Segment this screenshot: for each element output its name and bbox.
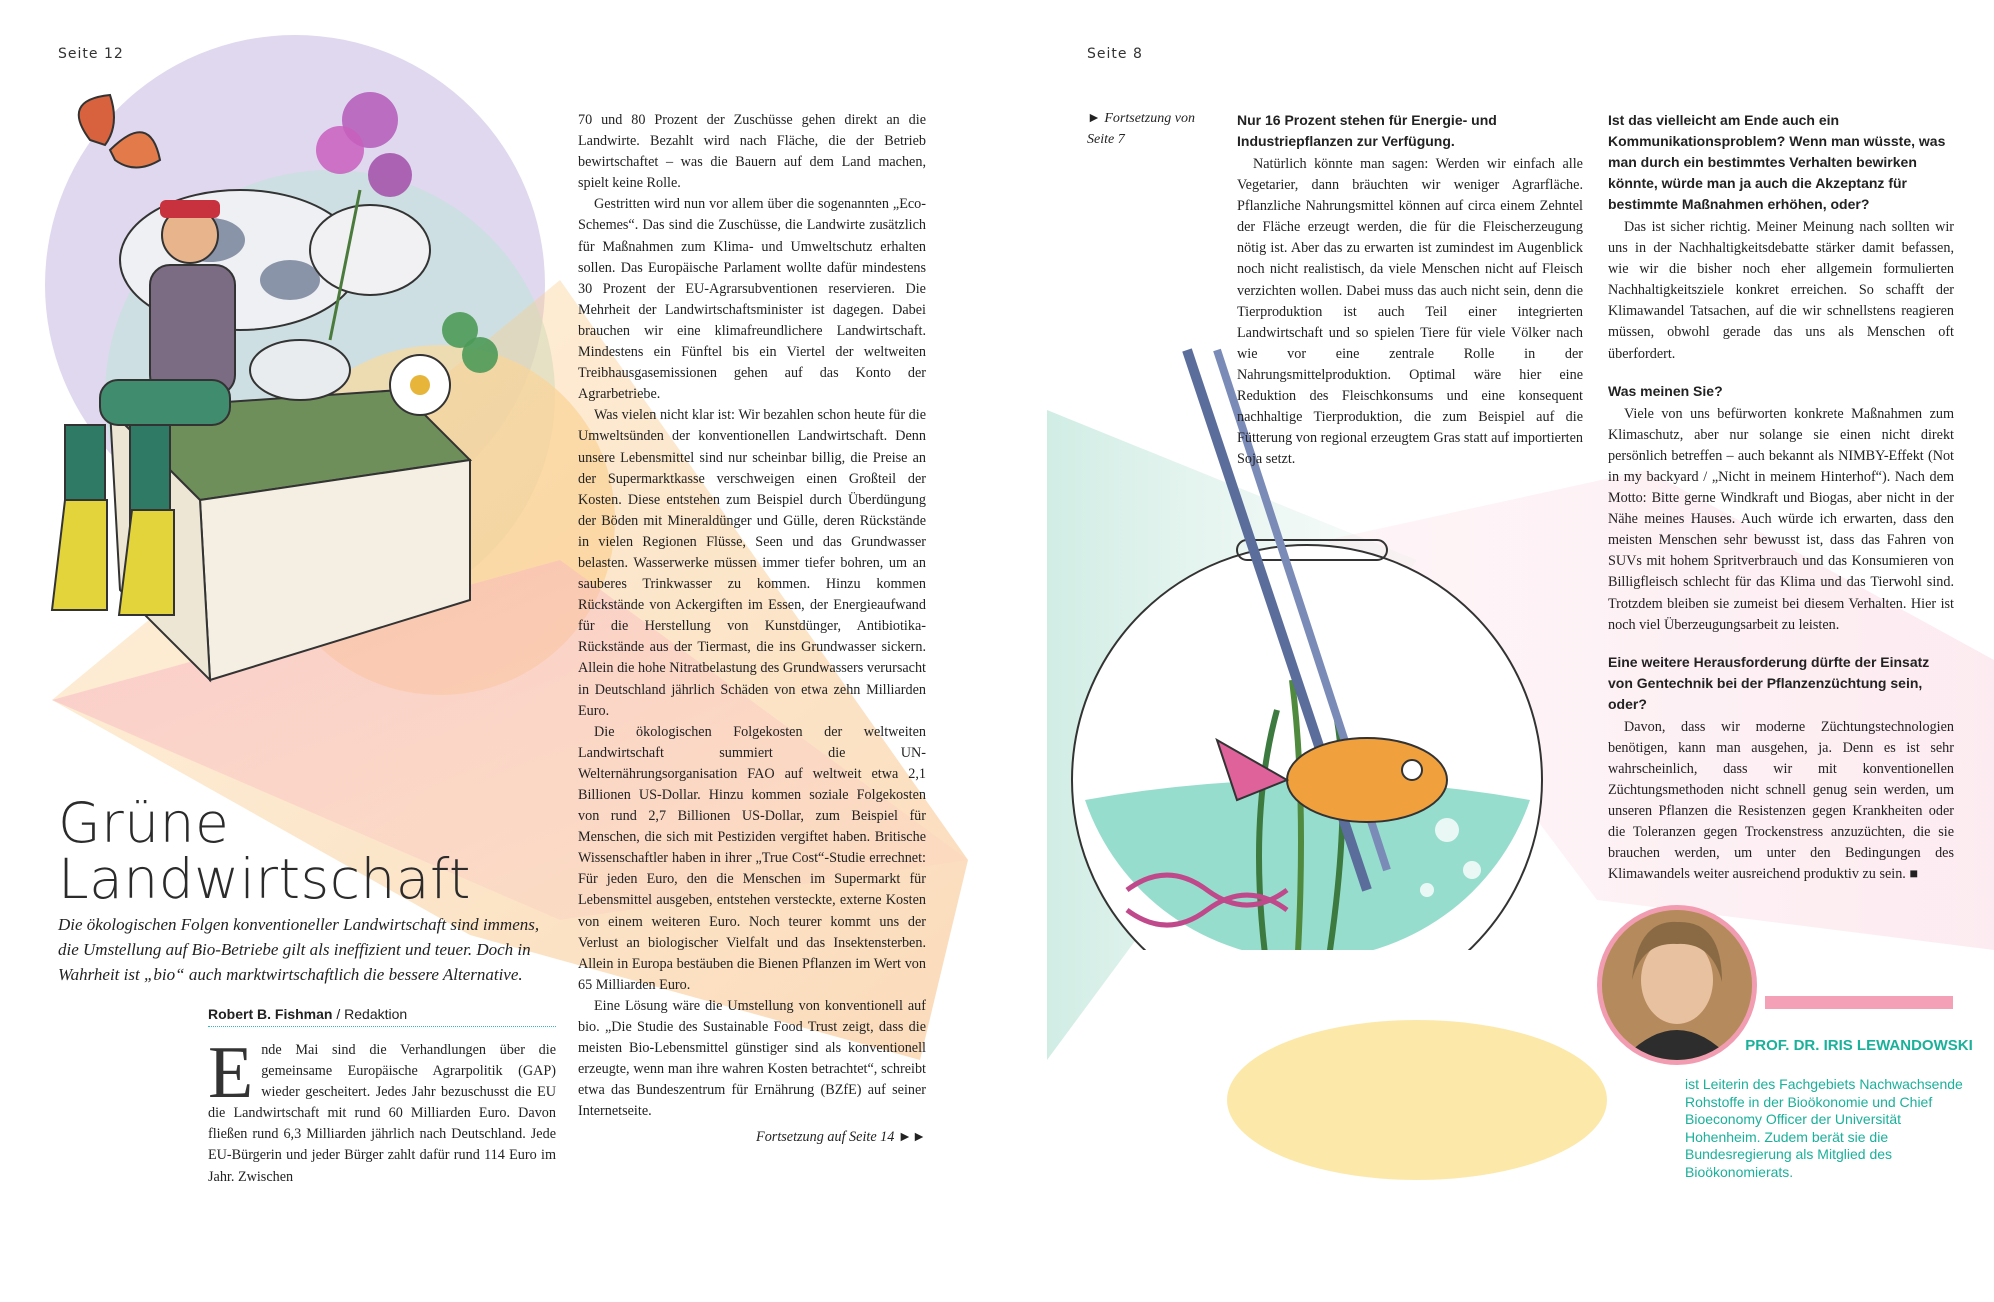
page-number: Seite 8 (1087, 46, 1143, 62)
right-column-2 (1608, 110, 1954, 885)
farm-illustration (40, 80, 540, 700)
lead-paragraph: Die ökologischen Folgen konventioneller Landwirtschaft sind immens, die Umstellung auf Bio-Betriebe gilt als ineffizient und teuer. Doch in Wahrheit ist „bio“ auch marktwirtschaftlich die bessere Alternative. (58, 915, 540, 984)
portrait-photo (1597, 905, 1757, 1065)
title-line-2: Landwirtschaft (58, 847, 471, 911)
paragraph: Was vielen nicht klar ist: Wir bezahlen schon heute für die Umweltsünden der konventionellen Landwirtschaft. Denn unsere Lebensmittel sind nur scheinbar billig, die Preise an der Supermarktkasse verschweigen einen Großteil der Kosten. Diese entstehen zum Beispiel durch Überdüngung der Böden mit Mineraldünger und Gülle, deren Rückstände in vielen Regionen Flüsse, Seen und das Grundwasser belasten. Wasserwerke müssen immer tiefer bohren, um an sauberes Trinkwasser zu kommen. Hinzu kommen Rückstände von Ackergiften im Essen, der Energieaufwand für die Herstellung von Kunstdünger, Antibiotika-Rückstände aus der Tiermast, die ins Grundwasser sickern. Allein die hohe Nitratbelastung des Grundwassers verursacht in Deutschland jährlich Schäden von etwa zehn Milliarden Euro. (578, 407, 926, 719)
author-name: Robert B. Fishman (208, 1006, 333, 1022)
right-page (997, 0, 1994, 1302)
interview-answer: Das ist sicher richtig. Meiner Meinung nach sollten wir uns in der Nachhaltigkeitsdebatte stärker damit befassen, wie wir die bisher noch eher allgemein formulierten Nachhaltigkeitsziele konkret erreichen. So schafft der Klimawandel Tatsachen, auf die wir schnellstens reagieren müssen, obwohl gerade das uns als Menschen oft überfordert. (1608, 219, 1954, 362)
paragraph: Natürlich könnte man sagen: Werden wir einfach alle Vegetarier, dann bräuchten wir weniger Agrarfläche. Pflanzliche Nahrungsmittel können auf circa einem Zehntel der Fläche erzeugt werden, die für die Fleischerzeugung nötig ist. Aber das zu erwarten ist zumindest im Augenblick noch nicht realistisch, da viele Menschen nicht auf Fleisch verzichten wollen. Dabei muss das auch nicht sein, denn die Tierproduktion ist auch Teil einer integrierten Landwirtschaft und so spielen Tiere für viele Völker nach wie vor eine zentrale Rolle in der Nahrungsmittelproduktion. Optimal wäre hier eine Reduktion des Fleischkonsums und eine konsequent nachhaltige Tierproduktion, die zum Beispiel auf die Fütterung von regional erzeugtem Gras statt auf importierten Soja setzt. (1237, 156, 1583, 468)
bio-text: ist Leiterin des Fachgebiets Nachwachsende Rohstoffe in der Bioökonomie und Chief Bioeconomy Officer der Universität Hohenheim. Zudem berät sie die Bundesregierung als Mitglied des Bioökonomierats. (1685, 1076, 1963, 1180)
left-column-1 (208, 1032, 556, 1188)
byline (208, 1006, 556, 1027)
paragraph: Gestritten wird nun vor allem über die sogenannten „Eco-Schemes“. Das sind die Zuschüsse, die Landwirte zusätzlich für Maßnahmen zum Klima- und Umweltschutz erhalten sollen. Das Europäische Parlament wollte dafür mindestens 30 Prozent der EU-Agrarsubventionen reservieren. Die Mehrheit der Landwirtschaftsminister ist dagegen. Dabei brauchen wir eine klimafreundlichere Landwirtschaft. Mindestens ein Fünftel bis ein Viertel der weltweiten Treibhausgasemissionen gehen auf das Konto der Agrarbetriebe. (578, 196, 926, 403)
interview-question: Was meinen Sie? (1608, 382, 1723, 399)
interview-answer: Viele von uns befürworten konkrete Maßnahmen zum Klimaschutz, aber nur solange sie einen nicht direkt persönlich betreffen – auch bekannt als NIMBY-Effekt (Not in my backyard / „Nicht in meinem Hinterhof“). Nach dem Motto: Bitte gerne Windkraft und Biogas, aber nicht in der Nähe meines Hauses. Auch würde ich erwarten, dass den meisten Menschen sehr bewusst ist, dass das Fahren von SUVs mit hohem Spritverbrauch und das Konsumieren von Billigfleisch schlecht für das Klima und das Tierwohl sind. Trotzdem bleiben sie zumeist bei diesem Verhalten. Hier ist noch viel Überzeugungsarbeit zu leisten. (1608, 405, 1954, 633)
bio-name: PROF. DR. IRIS LEWANDOWSKI (1745, 1037, 1973, 1054)
person-icon (1602, 910, 1752, 1060)
continued-from-note[interactable]: ► Fortsetzung von Seite 7 (1087, 111, 1195, 147)
interview-answer: Davon, dass wir moderne Züchtungstechnologien benötigen, kann man ausgehen, ja. Denn es ist sehr wahrscheinlich, dass wir mit konventionellen Züchtungsmethoden nicht schnell genug sein werden, um unseren Pflanzen die Resistenzen gegen Krankheiten oder die Toleranzen gegen Trockenstress anzuzüchten, die sie brauchen werden, um unter den Bedingungen des Klimawandels weiter ausreichend produktiv zu sein. ■ (1608, 718, 1954, 883)
accent-bar (1765, 996, 1953, 1009)
title-line-1: Grüne (58, 791, 230, 855)
paragraph: 70 und 80 Prozent der Zuschüsse gehen direkt an die Landwirte. Bezahlt wird nach Fläche, die der Betrieb bewirtschaftet – was die Bauern auf dem Land machen, spielt keine Rolle. (578, 112, 926, 192)
author-role: / Redaktion (336, 1006, 408, 1022)
intro-text: nde Mai sind die Verhandlungen über die gemeinsame Europäische Agrarpolitik (GAP) wieder gescheitert. Jedes Jahr bezuschusst die EU die Landwirtschaft mit rund 60 Milliarden Euro. Davon fließen rund 6,3 Milliarden jährlich nach Deutschland. Jede EU-Bürgerin und jeder Bürger zahlt dafür rund 114 Euro im Jahr. Zwischen (208, 1042, 556, 1185)
paragraph: Die ökologischen Folgekosten der weltweiten Landwirtschaft summiert die UN-Welternährungsorganisation FAO auf weltweit etwa 2,1 Billionen US-Dollar. Hinzu kommen soziale Folgekosten von rund 2,7 Billionen US-Dollar, zum Beispiel für Menschen, die sich mit Pestiziden vergiftet haben. Britische Wissenschaftler haben in ihrer „True Cost“-Studie errechnet: Für jeden Euro, den die Menschen im Supermarkt für Lebensmittel ausgeben, entstehen versteckte, externe Kosten von einem weiteren Euro. Noch teurer kommt uns der Verlust an biologischer Vielfalt und das Insektensterben. Allein in Europa bestäuben die Bienen Pflanzen im Wert von 65 Milliarden Euro. (578, 723, 926, 993)
left-column-2 (578, 110, 926, 1148)
paragraph: Eine Lösung wäre die Umstellung von konventionell auf bio. „Die Studie des Sustainable Food Trust zeigt, dass die meisten Bio-Lebensmittel günstiger sind als konventionell erzeugte, wenn man ihre wahren Kosten betrachtet“, schreibt etwa das Bundeszentrum für Ernährung (BZfE) auf seiner Internetseite. (578, 997, 926, 1120)
continued-link[interactable]: Fortsetzung auf Seite 14 ►► (756, 1128, 926, 1145)
article-title (58, 791, 471, 911)
interview-question: Eine weitere Herausforderung dürfte der Einsatz von Gentechnik bei der Pflanzenzüchtung sein, oder? (1608, 653, 1930, 712)
page-number: Seite 12 (58, 46, 124, 62)
interview-question: Ist das vielleicht am Ende auch ein Kommunikationsproblem? Wenn man wüsste, was man durch ein bestimmtes Verhalten bewirken könnte, würde man ja auch die Akzeptanz für bestimmte Maßnahmen erhöhen, oder? (1608, 112, 1946, 212)
right-column-1 (1237, 110, 1583, 470)
drop-cap: E (208, 1032, 254, 1114)
section-heading: Nur 16 Prozent stehen für Energie- und Industriepflanzen zur Verfügung. (1237, 112, 1497, 149)
intro-paragraph (208, 1032, 556, 1188)
